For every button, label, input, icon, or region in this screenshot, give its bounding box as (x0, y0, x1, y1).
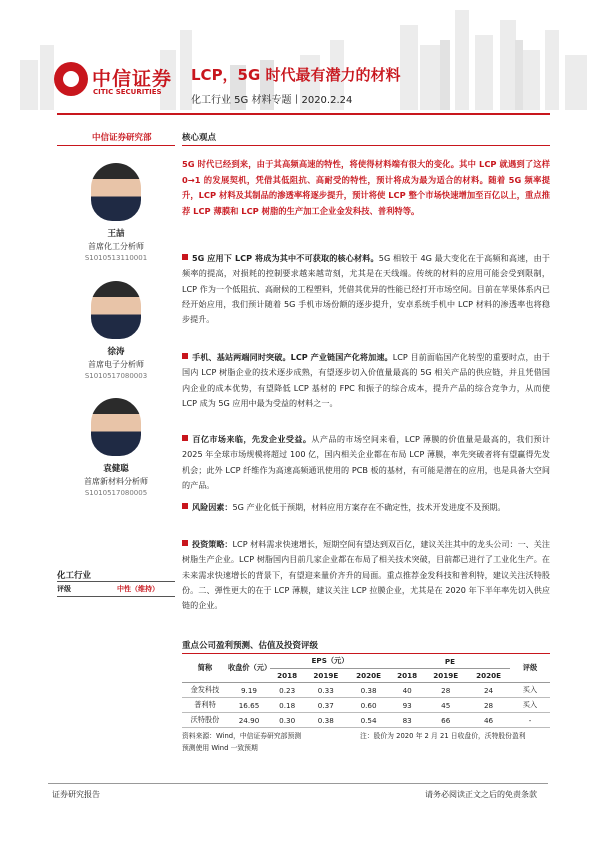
col-header-year: 2018 (397, 671, 418, 680)
cell-eps: 0.33 (304, 683, 347, 698)
cell-pe: 46 (467, 713, 510, 728)
bullet-item (182, 500, 550, 515)
industry-divider (57, 581, 175, 582)
col-header-year: 2018 (277, 671, 298, 680)
analyst-title: 首席电子分析师 (88, 360, 144, 369)
footer-left-text: 证券研究报告 (52, 790, 100, 799)
logo-text-en: CITIC SECURITIES (93, 88, 162, 96)
cell-price: 16.65 (228, 698, 270, 713)
avatar (91, 163, 141, 221)
cell-eps: 0.30 (270, 713, 304, 728)
analyst-title: 首席新材料分析师 (84, 477, 148, 486)
citic-logo-icon (54, 62, 88, 96)
rating-row (57, 584, 175, 594)
bullet-square-icon (182, 540, 188, 546)
rating-label: 评级 (57, 585, 71, 593)
rating-value: 中性（维持） (117, 585, 159, 593)
cell-name: 沃特股份 (182, 713, 228, 728)
report-title: LCP，5G 时代最有潜力的材料 (191, 66, 401, 84)
table-row (182, 683, 550, 698)
bullet-body: LCP 目前面临国产化转型的重要时点，由于国内 LCP 树脂企业的技术逐步成熟，有望逐步切入价值量最高的 5G 相关产品的供应链，并且凭借国内企业的成本优势，有望降低 LCP 基材的 FPC 和振子的综合成本，提升产品的综合竞争力，从而使 LCP 成为 5G 应用中最为受益的材料之一。 (182, 352, 550, 408)
col-header-pe: PE (390, 654, 510, 669)
bullet-item (182, 432, 550, 493)
col-header-name: 简称 (197, 663, 213, 672)
industry-label: 化工行业 (57, 571, 92, 581)
bullet-body: 从产品的市场空间来看，LCP 薄膜的价值量是最高的，我们预计 2025 年全球市场规模将超过 100 亿，国内相关企业都在布局 LCP 薄膜，率先突破者将有望赢得先发机会；此外 LCP 纤维作为高速高频通讯使用的 PCB 板的基材，有可能是潜在的应用，也是具备大空间的产品。 (182, 434, 550, 490)
col-header-year: 2020E (476, 671, 502, 680)
col-header-year: 2020E (356, 671, 382, 680)
col-header-rating: 评级 (522, 663, 538, 672)
analyst-card (57, 398, 175, 497)
section-title: 核心观点 (182, 133, 217, 143)
cell-rating: - (510, 713, 550, 728)
cell-pe: 45 (424, 698, 467, 713)
bullet-heading: 百亿市场来临，先发企业受益。 (192, 434, 312, 444)
industry-divider (57, 596, 175, 597)
analyst-title: 首席化工分析师 (88, 242, 144, 251)
cell-name: 金发科技 (182, 683, 228, 698)
bullet-item (182, 350, 550, 411)
cell-pe: 40 (390, 683, 424, 698)
left-divider (57, 145, 175, 146)
avatar (91, 398, 141, 456)
analyst-name: 王喆 (107, 229, 125, 239)
analyst-id: S1010513110001 (84, 254, 148, 262)
report-subtitle: 化工行业 5G 材料专题丨2020.2.24 (191, 95, 353, 106)
logo-text-cn: 中信证券 (92, 68, 173, 90)
source-line: 预测使用 Wind 一致预期 (182, 744, 258, 752)
cell-eps: 0.60 (347, 698, 390, 713)
cell-eps: 0.37 (304, 698, 347, 713)
table-row (182, 713, 550, 728)
footer-disclaimer: 请务必阅读正文之后的免责条款 (425, 790, 537, 799)
bullet-square-icon (182, 254, 188, 260)
col-header-eps: EPS（元） (270, 654, 390, 669)
cell-name: 普利特 (182, 698, 228, 713)
col-header-year: 2019E (433, 671, 459, 680)
cell-price: 24.90 (228, 713, 270, 728)
bullet-item (182, 537, 550, 613)
analyst-name: 袁健聪 (103, 464, 129, 474)
core-summary: 5G 时代已经到来，由于其高频高速的特性，将使得材料端有很大的变化。其中 LCP 就遇到了这样 0→1 的发展契机，凭借其低阻抗、高耐受的特性，预计将成为最为适合的材料。随着 5G 频率提升，LCP 材料及其制品的渗透率将逐步提升，预计将使 LCP 整个市场快速增加至百亿以上，重点推荐 LCP 薄膜和 LCP 树脂的生产加工企业金发科技、普利特等。 (182, 159, 550, 216)
analyst-name: 徐涛 (107, 347, 125, 357)
bullet-heading: 风险因素： (192, 502, 233, 512)
cell-rating: 买入 (510, 683, 550, 698)
bullet-square-icon (182, 503, 188, 509)
table-row (182, 698, 550, 713)
table-price-note: 注：股价为 2020 年 2 月 21 日收盘价，沃特股份盈利 (360, 732, 526, 740)
right-divider (182, 145, 550, 146)
bullet-heading: 5G 应用下 LCP 将成为其中不可获取的核心材料。 (192, 253, 379, 263)
bullet-body: 5G 相较于 4G 最大变化在于高频和高速，由于频率的提高，对损耗的控制要求越来越苛刻，尤其是在天线端。传统的材料的应用可能会受到限制，LCP 作为一个低阻抗、高耐候的工程塑料，凭借其优异的性能已经打开市场空间。目前在苹果体系内已经开始应用，我们预计随着 5G 手机市场份额的逐步提升，安卓系统手机中 LCP 材料的渗透率也将稳步提升。 (182, 253, 550, 325)
bullet-body: LCP 材料需求快速增长，短期空间有望达到双百亿，建议关注其中的龙头公司：一、关注树脂生产企业。LCP 树脂国内目前几家企业都在布局了相关技术突破，目前都已进行了工业化生产。在未来需求快速增长的背景下，有望迎来量价齐升的局面。重点推荐金发科技和普利特，建议关注沃特股份。二、弹性更大的在于 LCP 薄膜，建议关注 LCP 拉膜企业，尤其是在 2020 年下半年率先切入供应链的企业。 (182, 539, 550, 611)
col-header-price: 收盘价（元） (228, 663, 272, 672)
cell-eps: 0.23 (270, 683, 304, 698)
analyst-card (57, 163, 175, 262)
research-dept-label: 中信证券研究部 (92, 133, 152, 143)
financial-table (182, 653, 550, 728)
cell-pe: 28 (467, 698, 510, 713)
source-line: 资料来源：Wind，中信证券研究部预测 (182, 732, 302, 740)
avatar (91, 281, 141, 339)
bullet-item (182, 251, 550, 327)
cell-pe: 66 (424, 713, 467, 728)
col-header-year: 2019E (313, 671, 339, 680)
cell-eps: 0.38 (304, 713, 347, 728)
bullet-body: 5G 产业化低于预期，材料应用方案存在不确定性，技术开发进度不及预期。 (232, 502, 506, 512)
cell-pe: 24 (467, 683, 510, 698)
bullet-heading: 手机、基站两端同时突破。LCP 产业链国产化将加速。 (192, 352, 393, 362)
bullet-square-icon (182, 353, 188, 359)
cell-pe: 28 (424, 683, 467, 698)
analyst-id: S1010517080003 (84, 372, 148, 380)
footer-divider (48, 783, 548, 784)
cell-pe: 93 (390, 698, 424, 713)
cell-eps: 0.38 (347, 683, 390, 698)
cell-pe: 83 (390, 713, 424, 728)
header-divider (57, 113, 550, 115)
table-source-note (182, 730, 372, 754)
analyst-id: S1010517080005 (84, 489, 148, 497)
analyst-card (57, 281, 175, 380)
bullet-heading: 投资策略： (192, 539, 233, 549)
cell-eps: 0.18 (270, 698, 304, 713)
cell-price: 9.19 (228, 683, 270, 698)
cell-eps: 0.54 (347, 713, 390, 728)
cell-rating: 买入 (510, 698, 550, 713)
table-title: 重点公司盈利预测、估值及投资评级 (182, 641, 319, 651)
bullet-square-icon (182, 435, 188, 441)
